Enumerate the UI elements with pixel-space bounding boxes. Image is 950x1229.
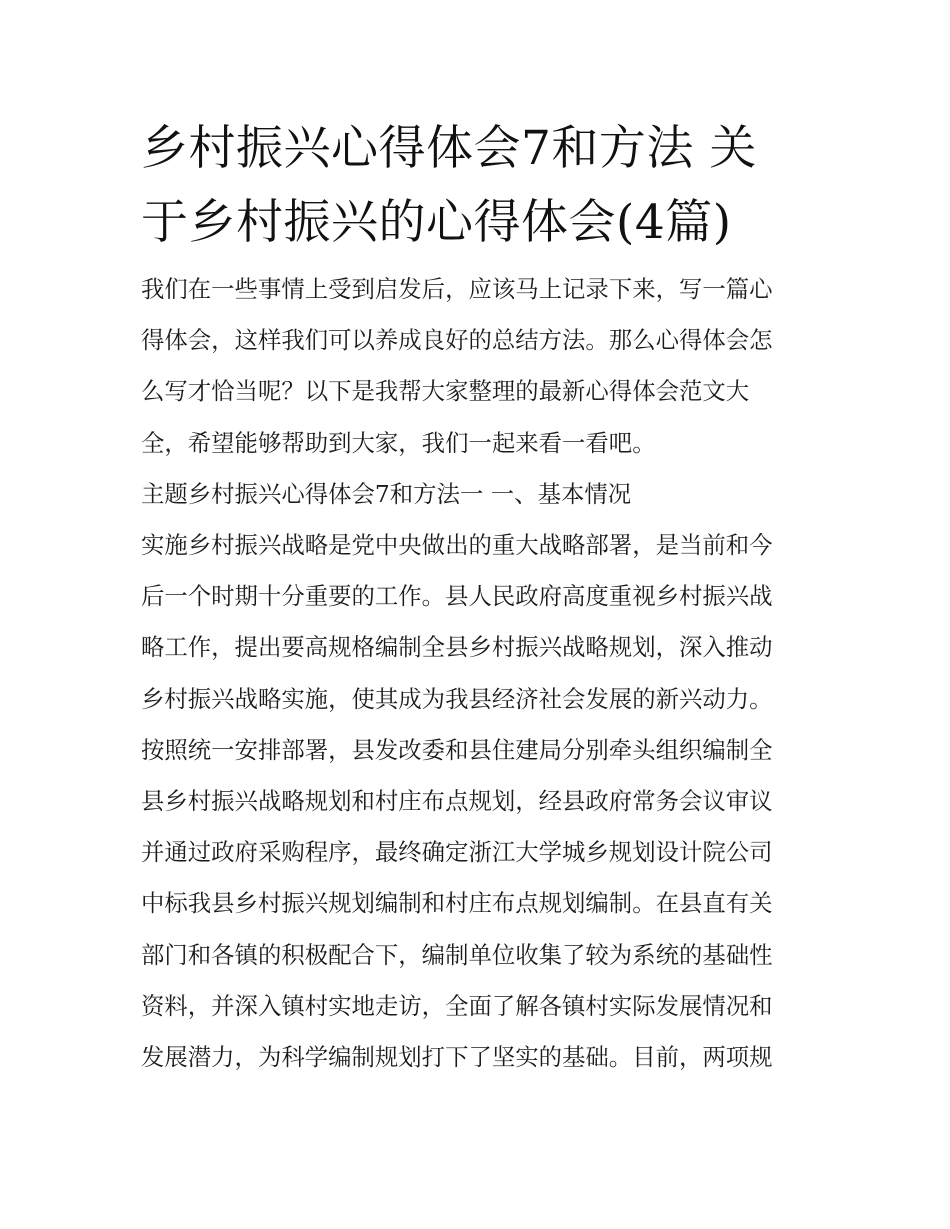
body-line: 发展潜力，为科学编制规划打下了坚实的基础。目前，两项规 (141, 1043, 773, 1072)
body-line: 我们在一些事情上受到启发后，应该马上记录下来，写一篇心 (141, 275, 773, 303)
body-line: 部门和各镇的积极配合下，编制单位收集了较为系统的基础性 (141, 940, 773, 969)
body-line: 实施乡村振兴战略是党中央做出的重大战略部署，是当前和今 (141, 531, 773, 560)
body-line: 么写才恰当呢？以下是我帮大家整理的最新心得体会范文大 (141, 377, 750, 406)
body-line: 全，希望能够帮助到大家，我们一起来看一看吧。 (141, 428, 656, 457)
title-line-1: 乡村振兴心得体会7和方法 关 (141, 121, 757, 176)
body-line: 县乡村振兴战略规划和村庄布点规划，经县政府常务会议审议 (141, 787, 773, 816)
body-line: 按照统一安排部署，县发改委和县住建局分别牵头组织编制全 (141, 735, 773, 764)
body-line: 后一个时期十分重要的工作。县人民政府高度重视乡村振兴战 (141, 582, 773, 611)
title-line-2: 于乡村振兴的心得体会(4篇) (141, 195, 732, 250)
body-line: 中标我县乡村振兴规划编制和村庄布点规划编制。在县直有关 (141, 889, 773, 918)
body-line: 略工作，提出要高规格编制全县乡村振兴战略规划，深入推动 (141, 633, 773, 662)
document-title (141, 112, 813, 260)
body-line: 得体会，这样我们可以养成良好的总结方法。那么心得体会怎 (141, 326, 773, 355)
body-line: 资料，并深入镇村实地走访，全面了解各镇村实际发展情况和 (141, 991, 773, 1020)
document-body (141, 264, 813, 1083)
body-line: 乡村振兴战略实施，使其成为我县经济社会发展的新兴动力。 (141, 684, 773, 713)
section-heading-line: 主题乡村振兴心得体会7和方法一 一、基本情况 (141, 479, 632, 508)
body-line: 并通过政府采购程序，最终确定浙江大学城乡规划设计院公司 (141, 838, 773, 867)
document-page (141, 112, 813, 1083)
